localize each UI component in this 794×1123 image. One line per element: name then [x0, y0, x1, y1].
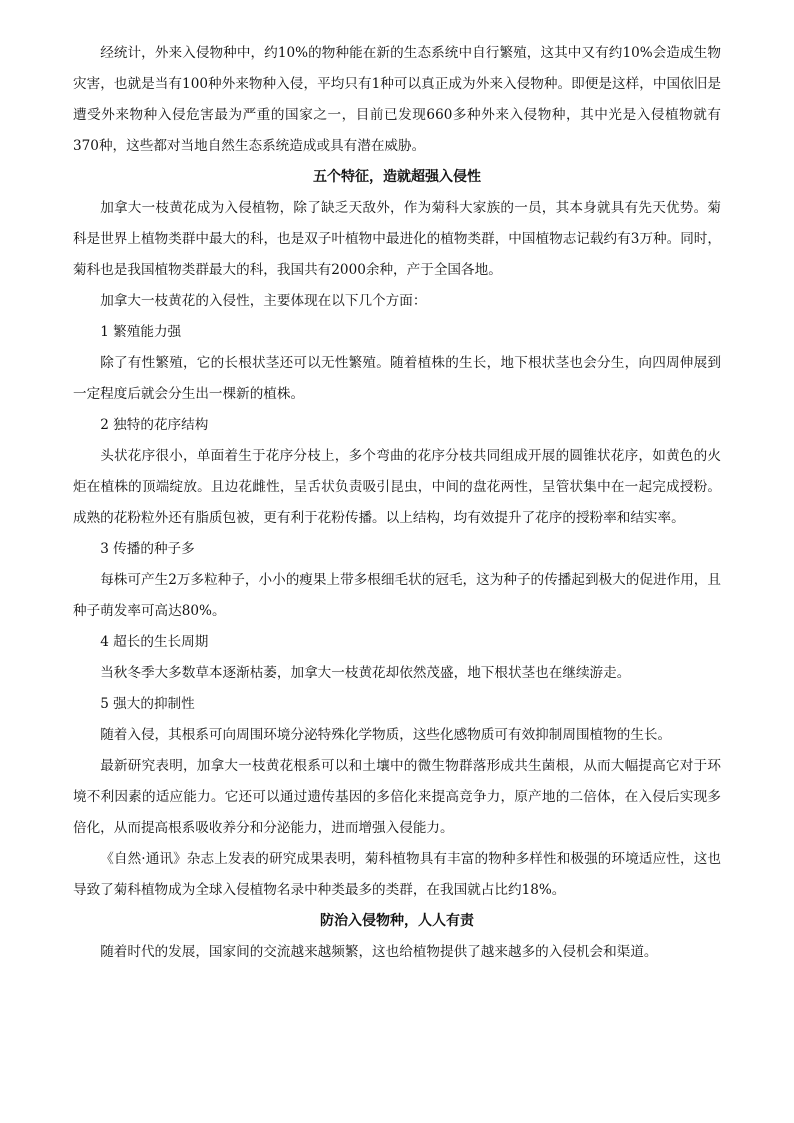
text-column	[73, 38, 721, 968]
section-heading-five-features: 五个特征，造就超强入侵性	[313, 169, 481, 185]
paragraph-prevention: 随着时代的发展，国家间的交流越来越频繁，这也给植物提供了越来越多的入侵机会和渠道。	[100, 944, 658, 960]
subheading-suppression: 5 强大的抑制性	[100, 696, 195, 712]
subheading-reproduction: 1 繁殖能力强	[100, 324, 182, 340]
paragraph-asteraceae: 加拿大一枝黄花成为入侵植物，除了缺乏天敌外，作为菊科大家族的一员，其本身就具有先天优势。菊科是世界上植物类群中最大的科，也是双子叶植物中最进化的植物类群，中国植物志记载约有3万种。同时，菊科也是我国植物类群最大的科，我国共有2000余种，产于全国各地。	[73, 200, 721, 278]
paragraph-nature-communications: 《自然·通讯》杂志上发表的研究成果表明，菊科植物具有丰富的物种多样性和极强的环境适应性，这也导致了菊科植物成为全球入侵植物名录中种类最多的类群，在我国就占比约18%。	[73, 851, 721, 898]
paragraph-growth-cycle: 当秋冬季大多数草本逐渐枯萎，加拿大一枝黄花却依然茂盛，地下根状茎也在继续游走。	[100, 665, 631, 681]
paragraph-invasiveness-intro: 加拿大一枝黄花的入侵性，主要体现在以下几个方面：	[100, 293, 427, 309]
paragraph-inflorescence: 头状花序很小，单面着生于花序分枝上，多个弯曲的花序分枝共同组成开展的圆锥状花序，如黄色的火炬在植株的顶端绽放。且边花雌性，呈舌状负责吸引昆虫，中间的盘花两性，呈管状集中在一起完成授粉。成熟的花粉粒外还有脂质包被，更有利于花粉传播。以上结构，均有效提升了花序的授粉率和结实率。	[73, 448, 721, 526]
subheading-growth-cycle: 4 超长的生长周期	[100, 634, 209, 650]
paragraph-suppression: 随着入侵，其根系可向周围环境分泌特殊化学物质，这些化感物质可有效抑制周围植物的生长。	[100, 727, 672, 743]
paragraph-latest-research: 最新研究表明，加拿大一枝黄花根系可以和土壤中的微生物群落形成共生菌根，从而大幅提高它对于环境不利因素的适应能力。它还可以通过遗传基因的多倍化来提高竞争力，原产地的二倍体，在入侵后实现多倍化，从而提高根系吸收养分和分泌能力，进而增强入侵能力。	[73, 758, 721, 836]
subheading-seeds: 3 传播的种子多	[100, 541, 195, 557]
paragraph-reproduction: 除了有性繁殖，它的长根状茎还可以无性繁殖。随着植株的生长，地下根状茎也会分生，向四周伸展到一定程度后就会分生出一棵新的植株。	[73, 355, 721, 402]
section-heading-prevention: 防治入侵物种，人人有责	[320, 913, 474, 929]
paragraph-seeds: 每株可产生2万多粒种子，小小的瘦果上带多根细毛状的冠毛，这为种子的传播起到极大的促进作用，且种子萌发率可高达80%。	[73, 572, 721, 619]
paragraph-statistics: 经统计，外来入侵物种中，约10%的物种能在新的生态系统中自行繁殖，这其中又有约10%会造成生物灾害，也就是当有100种外来物种入侵，平均只有1种可以真正成为外来入侵物种。即便是这样，中国依旧是遭受外来物种入侵危害最为严重的国家之一，目前已发现660多种外来入侵物种，其中光是入侵植物就有370种，这些都对当地自然生态系统造成或具有潜在威胁。	[73, 45, 721, 154]
subheading-inflorescence: 2 独特的花序结构	[100, 417, 209, 433]
